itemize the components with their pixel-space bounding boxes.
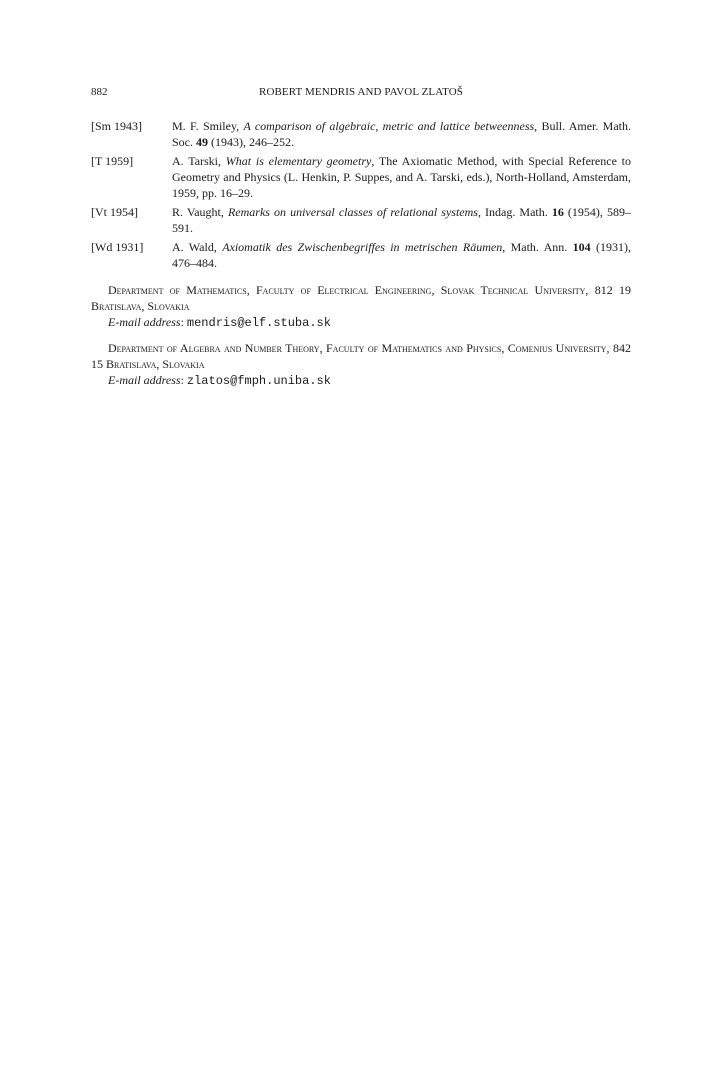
reference-volume: 104 — [572, 240, 591, 254]
reference-body — [172, 204, 631, 236]
reference-volume: 49 — [196, 135, 208, 149]
reference-item — [91, 204, 631, 236]
email-address[interactable]: mendris@elf.stuba.sk — [186, 316, 331, 330]
email-address[interactable]: zlatos@fmph.uniba.sk — [186, 374, 331, 388]
running-head: ROBERT MENDRIS AND PAVOL ZLATOŠ — [259, 86, 463, 98]
reference-body — [172, 153, 631, 201]
reference-item — [91, 239, 631, 271]
reference-title: Axiomatik des Zwischenbegriffes in metrischen Räumen — [222, 240, 503, 254]
email-line: E-mail address: zlatos@fmph.uniba.sk — [108, 373, 331, 388]
department-affiliation: Department of Mathematics, Faculty of Electrical Engineering, Slovak Technical University, 812 19 Bratislava, Slovakia — [91, 283, 631, 313]
references-list — [91, 118, 631, 274]
reference-journal: , Bull. Amer. Math. Soc. — [172, 119, 631, 149]
reference-author: M. F. Smiley, — [172, 119, 244, 133]
reference-author: A. Tarski, — [172, 154, 226, 168]
page-header — [91, 86, 631, 102]
reference-key: [Sm 1943] — [91, 119, 142, 133]
page-number: 882 — [91, 86, 108, 98]
reference-key: [Vt 1954] — [91, 205, 138, 219]
author-address-zlatos — [91, 340, 631, 389]
reference-author: A. Wald, — [172, 240, 223, 254]
reference-item — [91, 118, 631, 150]
reference-item — [91, 153, 631, 201]
reference-journal: , The Axiomatic Method, with Special Reference to Geometry and Physics (L. Henkin, P. Suppes, and A. Tarski, eds.), North-Holland, Amsterdam, 1959, pp. 16–29. — [172, 154, 631, 200]
reference-key: [Wd 1931] — [91, 240, 144, 254]
email-label: E-mail address — [108, 373, 181, 387]
reference-year-pages: (1931), 476–484. — [172, 240, 631, 270]
reference-body — [172, 118, 631, 150]
email-label: E-mail address — [108, 315, 181, 329]
reference-title: A comparison of algebraic, metric and lattice betweenness — [243, 119, 535, 133]
email-line: E-mail address: mendris@elf.stuba.sk — [108, 315, 331, 330]
reference-volume: 16 — [551, 205, 564, 219]
author-address-mendris — [91, 282, 631, 331]
department-affiliation: Department of Algebra and Number Theory, Faculty of Mathematics and Physics, Comenius University, 842 15 Bratislava, Slovakia — [91, 341, 631, 371]
reference-journal: , Indag. Math. — [477, 205, 552, 219]
reference-key: [T 1959] — [91, 154, 134, 168]
reference-year-pages: (1954), 589–591. — [172, 205, 631, 235]
reference-title: What is elementary geometry — [225, 154, 372, 168]
reference-title: Remarks on universal classes of relational systems — [227, 205, 478, 219]
reference-author: R. Vaught, — [172, 205, 228, 219]
reference-journal: , Math. Ann. — [502, 240, 573, 254]
reference-body — [172, 239, 631, 271]
reference-year-pages: (1943), 246–252. — [208, 135, 294, 149]
